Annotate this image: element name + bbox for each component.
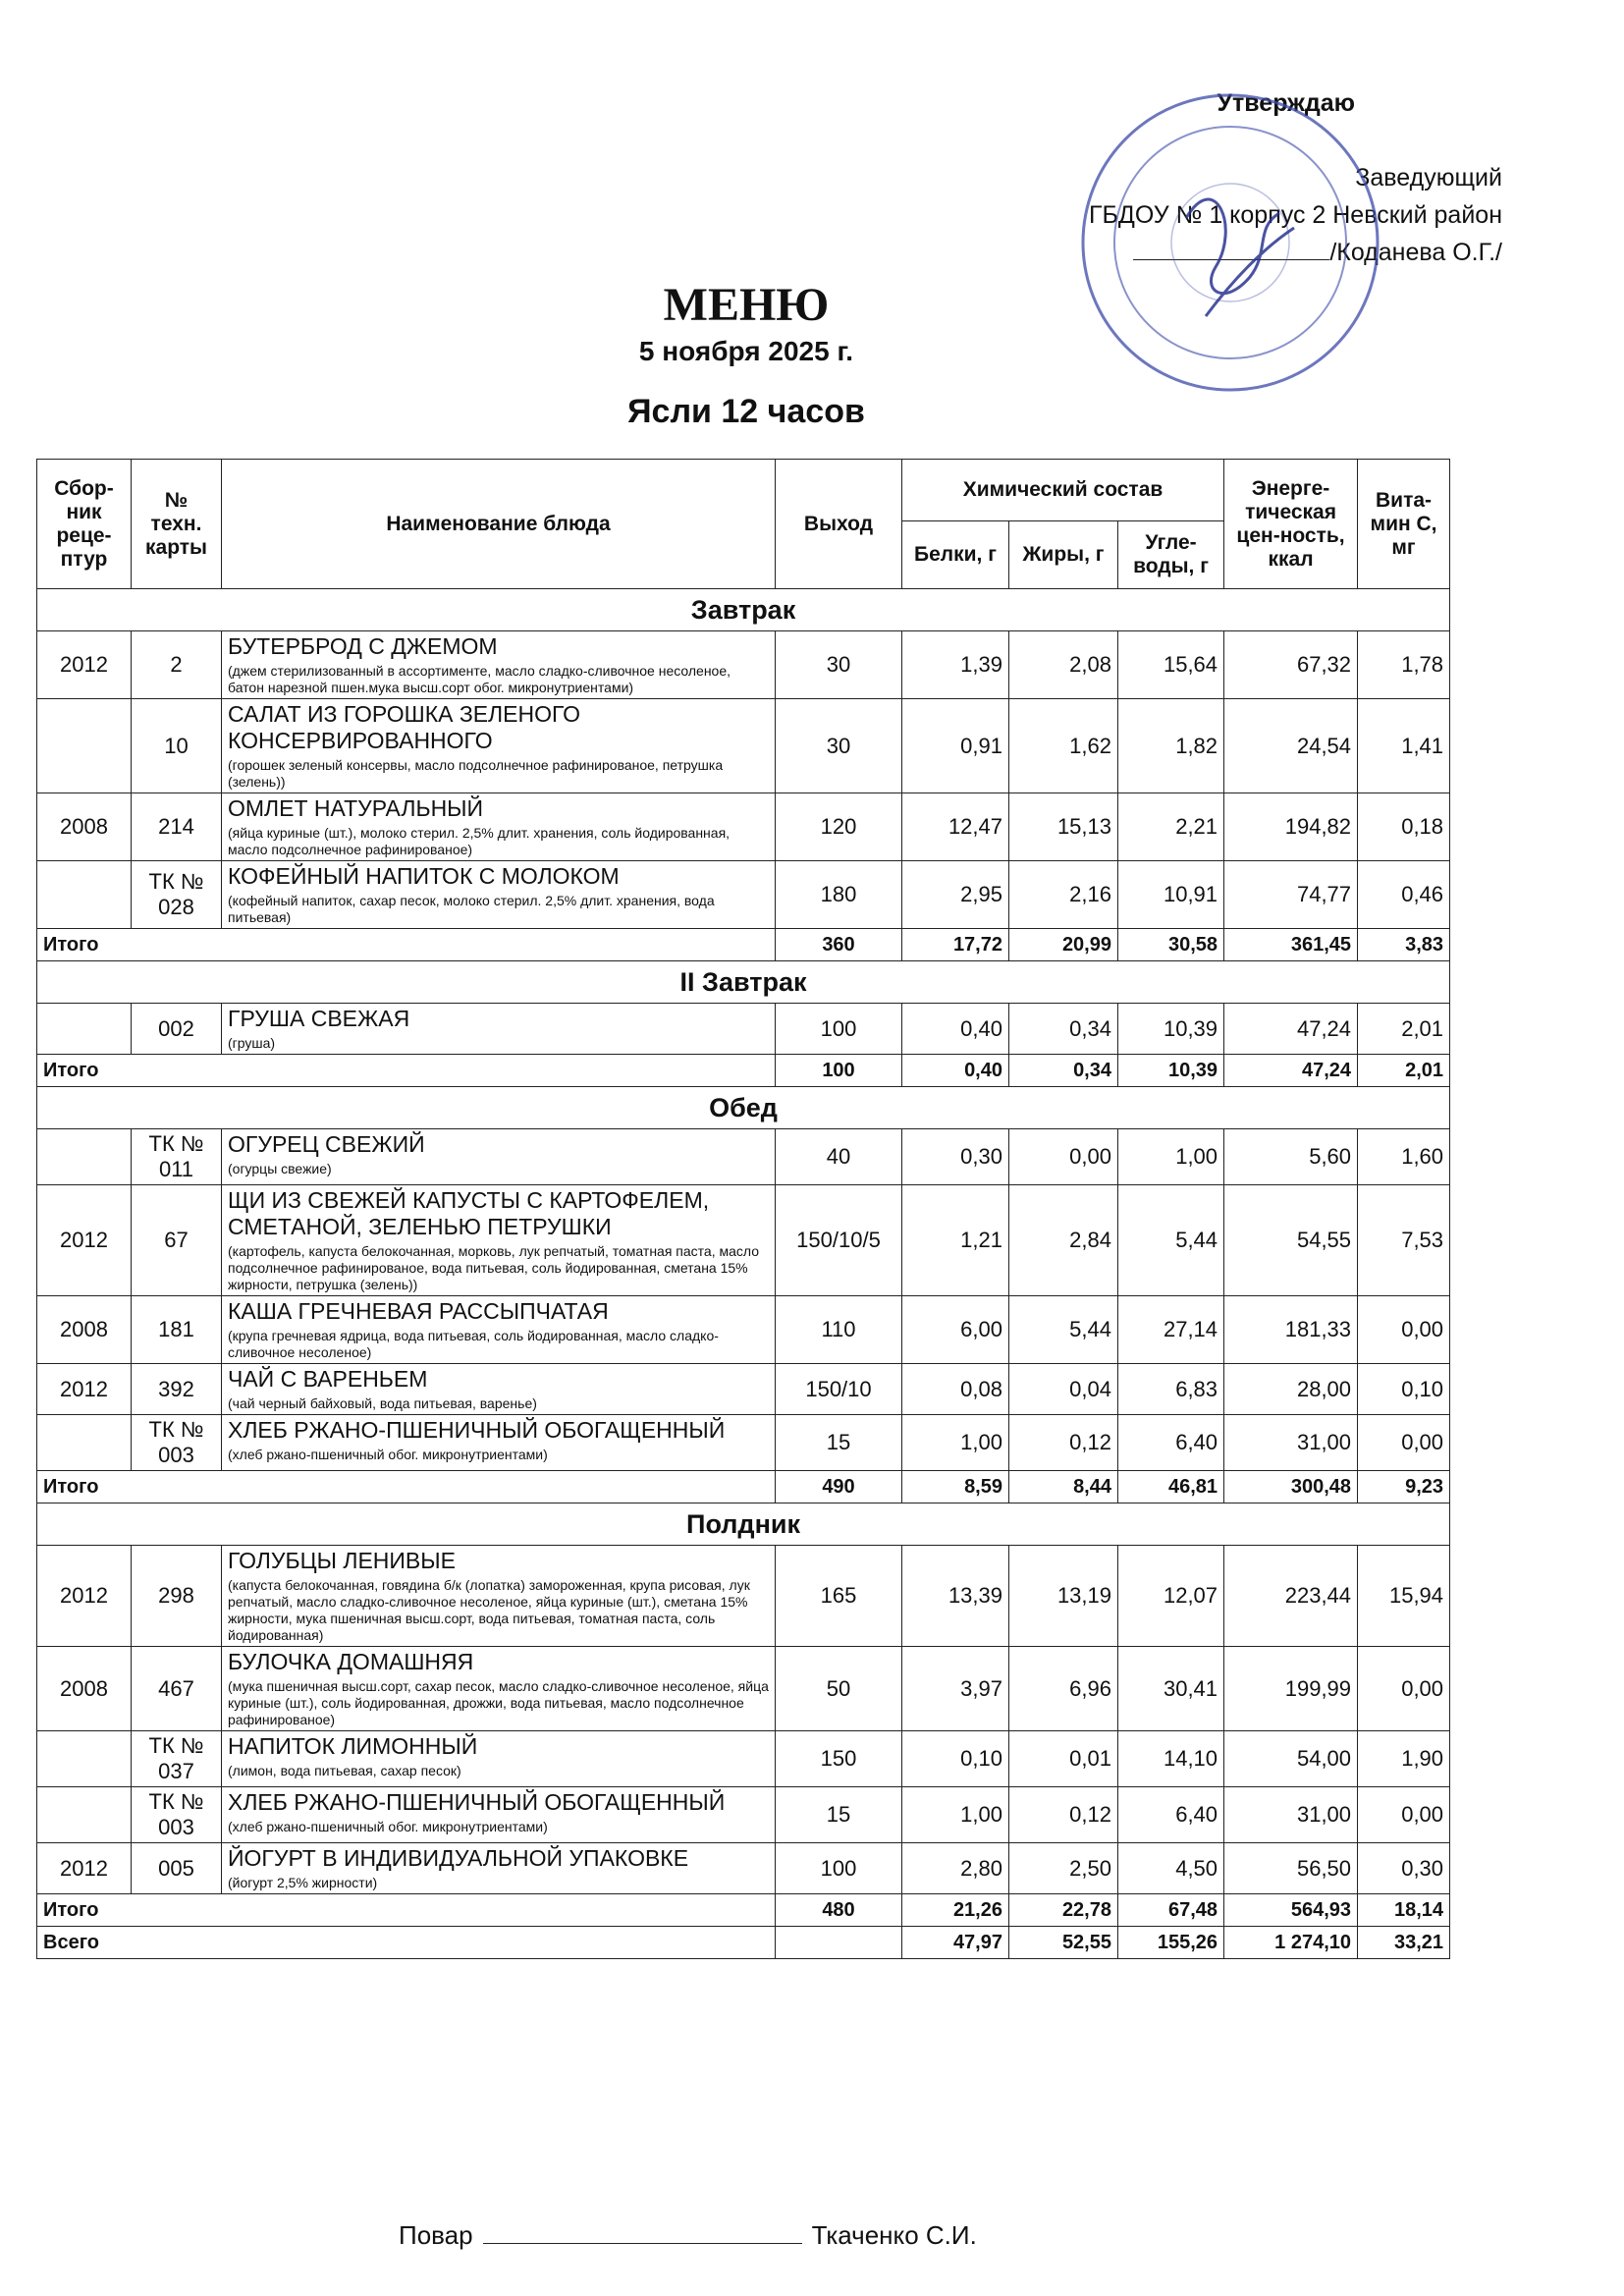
dish-fat: 0,04 [1009, 1364, 1118, 1415]
dish-cell [222, 1787, 776, 1843]
dish-output: 180 [776, 861, 902, 929]
total-label: Итого [37, 1894, 776, 1927]
dish-fat: 0,01 [1009, 1731, 1118, 1787]
tech-card-number: 181 [132, 1296, 222, 1364]
tech-card-number: ТК № 011 [132, 1129, 222, 1185]
dish-name: ОГУРЕЦ СВЕЖИЙ [228, 1131, 425, 1157]
group-name: Ясли 12 часов [627, 393, 865, 430]
menu-table [36, 459, 1450, 1959]
total-fat: 22,78 [1009, 1894, 1118, 1927]
grand-total-protein: 47,97 [902, 1927, 1009, 1959]
total-protein: 0,40 [902, 1055, 1009, 1087]
dish-composition: (крупа гречневая ядрица, вода питьевая, соль йодированная, масло сладко-сливочное несоленое) [228, 1328, 719, 1360]
col-vitamin: Вита-мин С, мг [1358, 460, 1450, 589]
recipe-collection [37, 1004, 132, 1055]
grand-total-energy: 1 274,10 [1224, 1927, 1358, 1959]
dish-row [37, 699, 1450, 793]
dish-name: БУТЕРБРОД С ДЖЕМОМ [228, 633, 498, 659]
dish-vitamin: 0,46 [1358, 861, 1450, 929]
dish-name: САЛАТ ИЗ ГОРОШКА ЗЕЛЕНОГО КОНСЕРВИРОВАННОГО [228, 701, 581, 753]
dish-cell [222, 1296, 776, 1364]
dish-protein: 1,21 [902, 1185, 1009, 1296]
dish-cell [222, 1415, 776, 1471]
tech-card-number: ТК № 028 [132, 861, 222, 929]
approval-title: Утверждаю [1217, 89, 1355, 117]
dish-energy: 31,00 [1224, 1787, 1358, 1843]
dish-output: 110 [776, 1296, 902, 1364]
dish-carbs: 6,83 [1118, 1364, 1224, 1415]
page-title: МЕНЮ [663, 279, 830, 331]
dish-row [37, 1004, 1450, 1055]
recipe-collection: 2012 [37, 1185, 132, 1296]
recipe-collection: 2012 [37, 631, 132, 699]
total-carbs: 10,39 [1118, 1055, 1224, 1087]
dish-protein: 2,95 [902, 861, 1009, 929]
dish-composition: (кофейный напиток, сахар песок, молоко стерил. 2,5% длит. хранения, вода питьевая) [228, 893, 715, 925]
total-carbs: 67,48 [1118, 1894, 1224, 1927]
dish-output: 150/10 [776, 1364, 902, 1415]
dish-protein: 1,39 [902, 631, 1009, 699]
dish-cell [222, 1546, 776, 1647]
dish-composition: (огурцы свежие) [228, 1161, 332, 1176]
grand-total-row [37, 1927, 1450, 1959]
dish-protein: 0,40 [902, 1004, 1009, 1055]
dish-name: ЙОГУРТ В ИНДИВИДУАЛЬНОЙ УПАКОВКЕ [228, 1845, 689, 1871]
dish-carbs: 4,50 [1118, 1843, 1224, 1894]
dish-name: ОМЛЕТ НАТУРАЛЬНЫЙ [228, 795, 484, 821]
total-label: Итого [37, 1055, 776, 1087]
total-fat: 20,99 [1009, 929, 1118, 961]
dish-fat: 0,00 [1009, 1129, 1118, 1185]
dish-row [37, 793, 1450, 861]
dish-carbs: 10,91 [1118, 861, 1224, 929]
dish-protein: 1,00 [902, 1415, 1009, 1471]
section-header [37, 1087, 1450, 1129]
total-row [37, 1894, 1450, 1927]
grand-total-carbs: 155,26 [1118, 1927, 1224, 1959]
dish-name: КАША ГРЕЧНЕВАЯ РАССЫПЧАТАЯ [228, 1298, 609, 1324]
dish-protein: 0,08 [902, 1364, 1009, 1415]
approval-org: ГБДОУ № 1 корпус 2 Невский район [1088, 201, 1502, 229]
dish-carbs: 15,64 [1118, 631, 1224, 699]
tech-card-number: 2 [132, 631, 222, 699]
tech-card-number: 298 [132, 1546, 222, 1647]
dish-composition: (хлеб ржано-пшеничный обог. микронутриентами) [228, 1819, 548, 1834]
dish-carbs: 27,14 [1118, 1296, 1224, 1364]
section-header [37, 1503, 1450, 1546]
dish-row [37, 1296, 1450, 1364]
dish-cell [222, 699, 776, 793]
dish-name: ХЛЕБ РЖАНО-ПШЕНИЧНЫЙ ОБОГАЩЕННЫЙ [228, 1789, 726, 1815]
dish-protein: 13,39 [902, 1546, 1009, 1647]
menu-date: 5 ноября 2025 г. [638, 336, 854, 366]
section-title: Полдник [37, 1503, 1450, 1546]
dish-output: 150/10/5 [776, 1185, 902, 1296]
grand-total-vitamin: 33,21 [1358, 1927, 1450, 1959]
dish-row [37, 1415, 1450, 1471]
dish-fat: 6,96 [1009, 1647, 1118, 1731]
dish-name: КОФЕЙНЫЙ НАПИТОК С МОЛОКОМ [228, 863, 620, 889]
dish-row [37, 1129, 1450, 1185]
total-energy: 361,45 [1224, 929, 1358, 961]
dish-vitamin: 0,00 [1358, 1296, 1450, 1364]
dish-fat: 5,44 [1009, 1296, 1118, 1364]
section-title: Завтрак [37, 589, 1450, 631]
total-fat: 8,44 [1009, 1471, 1118, 1503]
dish-composition: (мука пшеничная высш.сорт, сахар песок, масло сладко-сливочное несоленое, яйца куриные (шт.), соль йодированная, дрожжи, вода питьевая, масло подсолнечное рафинированое) [228, 1678, 769, 1727]
tech-card-number: 214 [132, 793, 222, 861]
dish-row [37, 861, 1450, 929]
dish-output: 30 [776, 631, 902, 699]
total-row [37, 929, 1450, 961]
dish-fat: 13,19 [1009, 1546, 1118, 1647]
tech-card-number: 10 [132, 699, 222, 793]
dish-fat: 0,34 [1009, 1004, 1118, 1055]
dish-energy: 199,99 [1224, 1647, 1358, 1731]
col-output: Выход [776, 460, 902, 589]
total-output: 100 [776, 1055, 902, 1087]
recipe-collection: 2012 [37, 1364, 132, 1415]
grand-total-output [776, 1927, 902, 1959]
col-energy: Энерге-тическая цен-ность, ккал [1224, 460, 1358, 589]
dish-carbs: 14,10 [1118, 1731, 1224, 1787]
section-title: Обед [37, 1087, 1450, 1129]
total-label: Итого [37, 1471, 776, 1503]
total-label: Итого [37, 929, 776, 961]
dish-cell [222, 1129, 776, 1185]
dish-vitamin: 1,41 [1358, 699, 1450, 793]
dish-carbs: 1,00 [1118, 1129, 1224, 1185]
dish-cell [222, 1364, 776, 1415]
dish-output: 120 [776, 793, 902, 861]
dish-name: ЧАЙ С ВАРЕНЬЕМ [228, 1366, 428, 1392]
dish-energy: 47,24 [1224, 1004, 1358, 1055]
dish-vitamin: 0,00 [1358, 1787, 1450, 1843]
dish-output: 30 [776, 699, 902, 793]
dish-vitamin: 0,30 [1358, 1843, 1450, 1894]
total-output: 480 [776, 1894, 902, 1927]
cook-name: Ткаченко С.И. [811, 2220, 977, 2250]
tech-card-number: ТК № 003 [132, 1787, 222, 1843]
dish-fat: 2,84 [1009, 1185, 1118, 1296]
dish-energy: 28,00 [1224, 1364, 1358, 1415]
total-energy: 300,48 [1224, 1471, 1358, 1503]
dish-composition: (капуста белокочанная, говядина б/к (лопатка) замороженная, крупа рисовая, лук репчатый, масло сладко-сливочное несоленое, яйца куриные (шт.), сметана 15% жирности, мука пшеничная высш.сорт, вода питьевая, томатная паста, соль йодированная) [228, 1577, 750, 1643]
dish-fat: 2,08 [1009, 631, 1118, 699]
dish-name: ХЛЕБ РЖАНО-ПШЕНИЧНЫЙ ОБОГАЩЕННЫЙ [228, 1417, 726, 1443]
total-vitamin: 9,23 [1358, 1471, 1450, 1503]
dish-cell [222, 861, 776, 929]
col-chem: Химический состав [902, 460, 1224, 521]
dish-vitamin: 0,10 [1358, 1364, 1450, 1415]
dish-energy: 67,32 [1224, 631, 1358, 699]
total-vitamin: 2,01 [1358, 1055, 1450, 1087]
dish-composition: (джем стерилизованный в ассортименте, масло сладко-сливочное несоленое, батон нарезной пшен.мука высш.сорт обог. микронутриентами) [228, 663, 731, 695]
dish-composition: (горошек зеленый консервы, масло подсолнечное рафинированое, петрушка (зелень)) [228, 757, 724, 790]
dish-protein: 0,30 [902, 1129, 1009, 1185]
dish-composition: (груша) [228, 1035, 276, 1051]
tech-card-number: 392 [132, 1364, 222, 1415]
dish-energy: 181,33 [1224, 1296, 1358, 1364]
recipe-collection [37, 1129, 132, 1185]
recipe-collection [37, 1731, 132, 1787]
total-energy: 564,93 [1224, 1894, 1358, 1927]
dish-fat: 1,62 [1009, 699, 1118, 793]
dish-cell [222, 793, 776, 861]
dish-row [37, 1364, 1450, 1415]
cook-signature-line [483, 2217, 802, 2244]
dish-energy: 5,60 [1224, 1129, 1358, 1185]
dish-row [37, 1731, 1450, 1787]
dish-carbs: 6,40 [1118, 1415, 1224, 1471]
total-row [37, 1471, 1450, 1503]
dish-energy: 31,00 [1224, 1415, 1358, 1471]
dish-vitamin: 7,53 [1358, 1185, 1450, 1296]
dish-output: 100 [776, 1843, 902, 1894]
dish-protein: 0,91 [902, 699, 1009, 793]
dish-carbs: 5,44 [1118, 1185, 1224, 1296]
tech-card-number: 002 [132, 1004, 222, 1055]
dish-protein: 12,47 [902, 793, 1009, 861]
col-card: № техн. карты [132, 460, 222, 589]
col-carbs: Угле-воды, г [1118, 521, 1224, 589]
total-protein: 21,26 [902, 1894, 1009, 1927]
dish-cell [222, 631, 776, 699]
recipe-collection: 2008 [37, 1296, 132, 1364]
dish-carbs: 12,07 [1118, 1546, 1224, 1647]
total-vitamin: 3,83 [1358, 929, 1450, 961]
dish-protein: 2,80 [902, 1843, 1009, 1894]
recipe-collection [37, 861, 132, 929]
dish-cell [222, 1004, 776, 1055]
grand-total-fat: 52,55 [1009, 1927, 1118, 1959]
dish-protein: 0,10 [902, 1731, 1009, 1787]
dish-energy: 194,82 [1224, 793, 1358, 861]
dish-energy: 223,44 [1224, 1546, 1358, 1647]
section-title: II Завтрак [37, 961, 1450, 1004]
section-header [37, 961, 1450, 1004]
dish-protein: 6,00 [902, 1296, 1009, 1364]
dish-fat: 2,16 [1009, 861, 1118, 929]
total-protein: 17,72 [902, 929, 1009, 961]
tech-card-number: 467 [132, 1647, 222, 1731]
total-output: 360 [776, 929, 902, 961]
cook-signature [399, 2217, 977, 2251]
dish-name: НАПИТОК ЛИМОННЫЙ [228, 1733, 478, 1759]
total-row [37, 1055, 1450, 1087]
recipe-collection: 2012 [37, 1843, 132, 1894]
dish-row [37, 1647, 1450, 1731]
dish-cell [222, 1185, 776, 1296]
dish-fat: 15,13 [1009, 793, 1118, 861]
dish-row [37, 631, 1450, 699]
total-carbs: 46,81 [1118, 1471, 1224, 1503]
menu-body [37, 589, 1450, 1959]
dish-fat: 0,12 [1009, 1415, 1118, 1471]
dish-vitamin: 15,94 [1358, 1546, 1450, 1647]
dish-row [37, 1787, 1450, 1843]
dish-composition: (лимон, вода питьевая, сахар песок) [228, 1763, 461, 1778]
dish-carbs: 30,41 [1118, 1647, 1224, 1731]
dish-protein: 3,97 [902, 1647, 1009, 1731]
dish-output: 50 [776, 1647, 902, 1731]
dish-vitamin: 2,01 [1358, 1004, 1450, 1055]
dish-composition: (яйца куриные (шт.), молоко стерил. 2,5% длит. хранения, соль йодированная, масло подсолнечное рафинированое) [228, 825, 731, 857]
dish-name: ГРУША СВЕЖАЯ [228, 1006, 410, 1031]
dish-output: 15 [776, 1787, 902, 1843]
tech-card-number: ТК № 037 [132, 1731, 222, 1787]
dish-vitamin: 1,60 [1358, 1129, 1450, 1185]
dish-row [37, 1546, 1450, 1647]
dish-row [37, 1185, 1450, 1296]
total-output: 490 [776, 1471, 902, 1503]
dish-carbs: 6,40 [1118, 1787, 1224, 1843]
recipe-collection: 2012 [37, 1546, 132, 1647]
dish-energy: 54,00 [1224, 1731, 1358, 1787]
approval-signer: /Коданева О.Г./ [1329, 239, 1502, 266]
recipe-collection [37, 1415, 132, 1471]
dish-output: 100 [776, 1004, 902, 1055]
dish-energy: 56,50 [1224, 1843, 1358, 1894]
dish-vitamin: 0,00 [1358, 1647, 1450, 1731]
col-fat: Жиры, г [1009, 521, 1118, 589]
dish-name: БУЛОЧКА ДОМАШНЯЯ [228, 1649, 474, 1674]
dish-cell [222, 1731, 776, 1787]
dish-fat: 0,12 [1009, 1787, 1118, 1843]
total-fat: 0,34 [1009, 1055, 1118, 1087]
dish-energy: 24,54 [1224, 699, 1358, 793]
col-name: Наименование блюда [222, 460, 776, 589]
dish-row [37, 1843, 1450, 1894]
dish-energy: 74,77 [1224, 861, 1358, 929]
recipe-collection [37, 699, 132, 793]
dish-composition: (чай черный байховый, вода питьевая, варенье) [228, 1395, 537, 1411]
dish-vitamin: 0,18 [1358, 793, 1450, 861]
dish-composition: (йогурт 2,5% жирности) [228, 1875, 378, 1890]
approval-position: Заведующий [1355, 164, 1502, 191]
recipe-collection [37, 1787, 132, 1843]
dish-output: 15 [776, 1415, 902, 1471]
dish-fat: 2,50 [1009, 1843, 1118, 1894]
dish-vitamin: 1,78 [1358, 631, 1450, 699]
dish-vitamin: 0,00 [1358, 1415, 1450, 1471]
dish-name: ГОЛУБЦЫ ЛЕНИВЫЕ [228, 1548, 456, 1573]
dish-protein: 1,00 [902, 1787, 1009, 1843]
dish-carbs: 10,39 [1118, 1004, 1224, 1055]
dish-energy: 54,55 [1224, 1185, 1358, 1296]
dish-cell [222, 1843, 776, 1894]
dish-carbs: 1,82 [1118, 699, 1224, 793]
total-carbs: 30,58 [1118, 929, 1224, 961]
recipe-collection: 2008 [37, 1647, 132, 1731]
dish-name: ЩИ ИЗ СВЕЖЕЙ КАПУСТЫ С КАРТОФЕЛЕМ, СМЕТАНОЙ, ЗЕЛЕНЬЮ ПЕТРУШКИ [228, 1187, 710, 1239]
dish-cell [222, 1647, 776, 1731]
grand-total-label: Всего [37, 1927, 776, 1959]
tech-card-number: 67 [132, 1185, 222, 1296]
cook-role: Повар [399, 2220, 473, 2250]
total-energy: 47,24 [1224, 1055, 1358, 1087]
col-collection: Сбор-ник реце-птур [37, 460, 132, 589]
dish-output: 165 [776, 1546, 902, 1647]
tech-card-number: 005 [132, 1843, 222, 1894]
total-vitamin: 18,14 [1358, 1894, 1450, 1927]
dish-output: 150 [776, 1731, 902, 1787]
tech-card-number: ТК № 003 [132, 1415, 222, 1471]
dish-vitamin: 1,90 [1358, 1731, 1450, 1787]
section-header [37, 589, 1450, 631]
total-protein: 8,59 [902, 1471, 1009, 1503]
recipe-collection: 2008 [37, 793, 132, 861]
dish-output: 40 [776, 1129, 902, 1185]
col-protein: Белки, г [902, 521, 1009, 589]
dish-composition: (хлеб ржано-пшеничный обог. микронутриентами) [228, 1447, 548, 1462]
dish-carbs: 2,21 [1118, 793, 1224, 861]
dish-composition: (картофель, капуста белокочанная, морковь, лук репчатый, томатная паста, масло подсолнечное рафинированое, вода питьевая, соль йодированная, сметана 15% жирности, петрушка (зелень)) [228, 1243, 760, 1292]
